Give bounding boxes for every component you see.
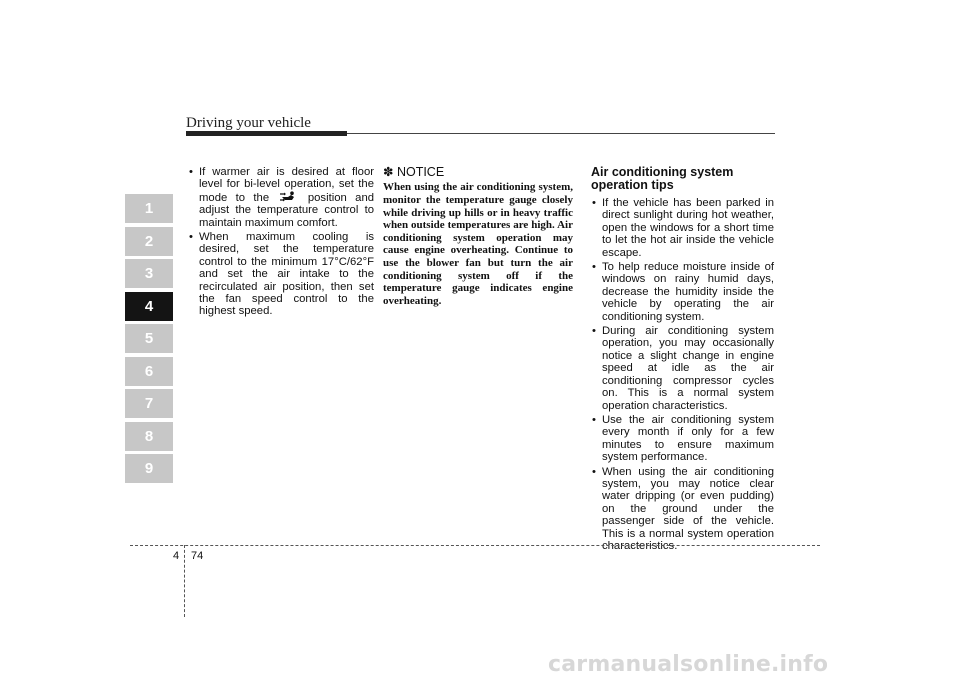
chapter-tab-3[interactable]: 3 — [125, 259, 173, 288]
chapter-tab-9[interactable]: 9 — [125, 454, 173, 483]
footer-divider — [130, 545, 820, 546]
chapter-tab-5[interactable]: 5 — [125, 324, 173, 353]
footer-chapter-number: 4 — [173, 550, 180, 562]
chapter-tab-4[interactable]: 4 — [125, 292, 173, 321]
list-item: • During air conditioning system operation, you may occasionally notice a slight change in engine speed at idle as the air conditioning compressor cycles on. This is a normal system operation characteristics. — [591, 325, 774, 412]
tips-section — [591, 166, 774, 554]
footer-vertical-divider — [184, 545, 185, 617]
list-item: • If the vehicle has been parked in direct sunlight during hot weather, open the windows for a short time to let the hot air inside the vehicle escape. — [591, 197, 774, 259]
chapter-tab-2[interactable]: 2 — [125, 227, 173, 256]
footer-page-number: 74 — [191, 550, 204, 562]
notice-title: ✽ NOTICE — [383, 165, 445, 179]
header-rule-thick — [186, 131, 347, 136]
chapter-tab-7[interactable]: 7 — [125, 389, 173, 418]
list-item: • To help reduce moisture inside of windows on rainy humid days, decrease the humidity inside the vehicle by operating the air conditioning system. — [591, 261, 774, 323]
bullet-text: If warmer air is desired at floor level for bi-level operation, set the mode to the — [199, 166, 374, 204]
chapter-tab-6[interactable]: 6 — [125, 357, 173, 386]
header-rule-thin — [347, 133, 775, 134]
section-title: Air conditioning system operation tips — [591, 165, 734, 192]
watermark: carmanualsonline.info — [548, 652, 829, 677]
chapter-tab-8[interactable]: 8 — [125, 422, 173, 451]
chapter-tab-1[interactable]: 1 — [125, 194, 173, 223]
notice-box — [383, 166, 573, 307]
list-item — [188, 166, 374, 229]
list-item: • When using the air conditioning system, you may notice clear water dripping (or even pudding) on the ground under the passenger side of the vehicle. This is a normal system operation characteristics. — [591, 466, 774, 553]
notice-body: When using the air conditioning system, monitor the temperature gauge closely while driving up hills or in heavy traffic when outside temperatures are high. Air conditioning system operation may cause engine overheating. Continue to use the blower fan but turn the air conditioning system off if the temperature gauge indicates engine overheating. — [383, 181, 573, 307]
bullet-text: position and adjust the temperature control to maintain maximum comfort. — [199, 191, 375, 229]
column-left — [188, 166, 374, 320]
bi-level-mode-icon — [279, 191, 297, 202]
page-header-title: Driving your vehicle — [186, 115, 311, 131]
list-item: • When maximum cooling is desired, set the temperature control to the minimum 17°C/62°F and set the air intake to the recirculated air position, then set the fan speed control to the highest speed. — [188, 231, 374, 318]
list-item: • Use the air conditioning system every month if only for a few minutes to ensure maximum system performance. — [591, 414, 774, 464]
chapter-tabs — [125, 194, 173, 487]
